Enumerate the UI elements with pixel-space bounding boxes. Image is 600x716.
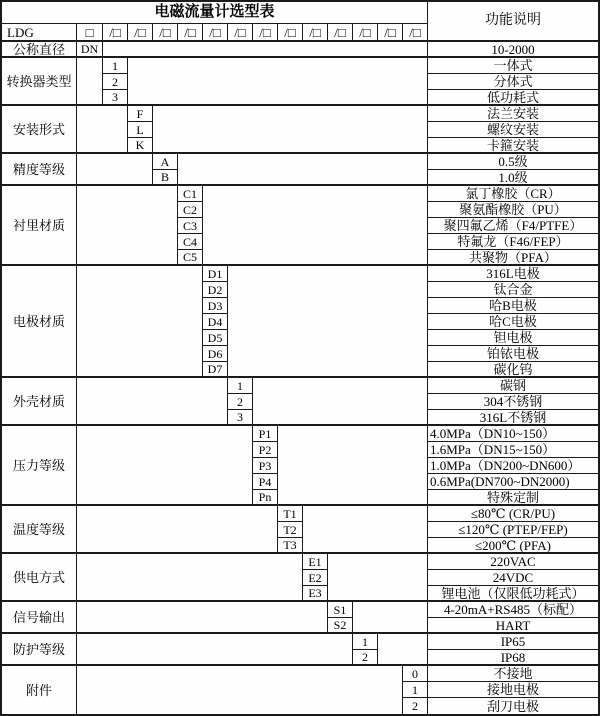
model-slot-cell: /□: [153, 24, 178, 42]
code-cell: S1: [328, 602, 353, 618]
description-cell: 0.5级: [428, 154, 598, 170]
description-cell: 24VDC: [428, 570, 598, 586]
code-cell: T2: [278, 522, 303, 538]
spacer-cell: [153, 106, 428, 154]
spacer-cell: [128, 58, 428, 106]
code-cell: P3: [253, 458, 278, 474]
code-cell: 1: [353, 634, 378, 650]
code-cell: 3: [228, 410, 253, 426]
description-cell: 哈C电极: [428, 314, 598, 330]
code-cell: Pn: [253, 490, 278, 506]
spacer-cell: [328, 554, 428, 602]
description-cell: 铂铱电极: [428, 346, 598, 362]
description-cell: 刮刀电极: [486, 698, 539, 714]
model-slot-cell: /□: [103, 24, 128, 42]
category-cell: 供电方式: [2, 554, 77, 602]
spacer-cell: [178, 154, 428, 186]
description-cell: 10-2000: [428, 42, 598, 58]
category-cell: 信号输出: [2, 602, 77, 634]
spacer-cell: [228, 266, 428, 378]
code-cell: P1: [253, 426, 278, 442]
code-cell: D6: [203, 346, 228, 362]
spacer-cell: [77, 154, 153, 186]
code-cell: 2: [353, 650, 378, 666]
code-cell: 1: [228, 378, 253, 394]
description-cell: 钛合金: [428, 282, 598, 298]
description-cell: 1.0级: [428, 170, 598, 186]
category-cell: 电极材质: [2, 266, 77, 378]
code-cell: 1: [103, 58, 128, 74]
category-cell: 温度等级: [2, 506, 77, 554]
description-cell: 1.6MPa（DN15~150）: [428, 442, 598, 458]
description-cell: 碳钢: [428, 378, 598, 394]
description-cell: IP68: [428, 650, 598, 666]
spacer-cell: [77, 186, 178, 266]
spacer-cell: [303, 506, 428, 554]
category-cell: 转换器类型: [2, 58, 77, 106]
description-cell: ≤120℃ (PTEP/FEP): [428, 522, 598, 538]
code-cell: D3: [203, 298, 228, 314]
description-cell: 316L电极: [428, 266, 598, 282]
code-cell: E3: [303, 586, 328, 602]
spacer-cell: [77, 106, 128, 154]
code-cell: 3: [103, 90, 128, 106]
code-cell: E2: [303, 570, 328, 586]
description-cell: 一体式: [428, 58, 598, 74]
category-cell: 压力等级: [2, 426, 77, 506]
description-cell: 特氟龙（F46/FEP）: [428, 234, 598, 250]
code-cell: 2: [403, 698, 428, 714]
description-cell: 哈B电极: [428, 298, 598, 314]
description-cell: 卡箍安装: [428, 138, 598, 154]
description-cell: IP65: [428, 634, 598, 650]
spacer-cell: [203, 186, 428, 266]
spacer-cell: [77, 634, 353, 666]
code-cell: 2: [103, 74, 128, 90]
description-cell: 特殊定制: [428, 490, 598, 506]
description-cell: 锂电池（仅限低功耗式）: [428, 586, 598, 602]
description-cell: 低功耗式: [428, 90, 598, 106]
description-cell: 不接地: [428, 666, 598, 682]
code-cell: F: [128, 106, 153, 122]
spacer-cell: [77, 426, 253, 506]
spacer-cell: [103, 42, 428, 58]
description-cell: 304不锈钢: [428, 394, 598, 410]
spacer-cell: [77, 378, 228, 426]
code-cell: 0: [403, 666, 428, 682]
description-cell: 1.0MPa（DN200~DN600）: [428, 458, 598, 474]
code-cell: T3: [278, 538, 303, 554]
code-cell: DN: [77, 42, 103, 58]
spacer-cell: [77, 666, 403, 714]
description-cell: 钽电极: [428, 330, 598, 346]
description-cell: 聚四氟乙烯（F4/PTFE）: [428, 218, 598, 234]
model-placeholder-cell: □: [77, 24, 103, 42]
code-cell: T1: [278, 506, 303, 522]
description-cell: 0.6MPa(DN700~DN2000): [428, 474, 598, 490]
code-cell: P4: [253, 474, 278, 490]
model-slot-cell: /□: [253, 24, 278, 42]
model-slot-cell: /□: [178, 24, 203, 42]
model-slot-cell: /□: [403, 24, 428, 42]
spacer-cell: [77, 602, 328, 634]
table-title: 电磁流量计选型表: [2, 2, 428, 24]
category-cell: 精度等级: [2, 154, 77, 186]
code-cell: D2: [203, 282, 228, 298]
spacer-cell: [378, 634, 428, 666]
category-cell: 公称直径: [2, 42, 77, 58]
code-cell: D5: [203, 330, 228, 346]
category-cell: 安装形式: [2, 106, 77, 154]
model-slot-cell: /□: [203, 24, 228, 42]
spacer-cell: [278, 426, 428, 506]
code-cell: 2: [228, 394, 253, 410]
model-slot-cell: /□: [328, 24, 353, 42]
code-cell: C2: [178, 202, 203, 218]
description-cell: HART: [428, 618, 598, 634]
code-cell: E1: [303, 554, 328, 570]
code-cell: D7: [203, 362, 228, 378]
spacer-cell: [77, 506, 278, 554]
description-cell: 220VAC: [428, 554, 598, 570]
description-cell: 共聚物（PFA）: [428, 250, 598, 266]
category-cell: 衬里材质: [2, 186, 77, 266]
description-cell: 4-20mA+RS485（标配）: [428, 602, 598, 618]
spacer-cell: [253, 378, 428, 426]
code-cell: P2: [253, 442, 278, 458]
model-slot-cell: /□: [128, 24, 153, 42]
description-cell: 碳化钨: [428, 362, 598, 378]
spacer-cell: [77, 266, 203, 378]
description-cell: 316L不锈钢: [428, 410, 598, 426]
code-cell: C1: [178, 186, 203, 202]
description-cell: 法兰安装: [428, 106, 598, 122]
category-cell: 附件: [2, 666, 77, 714]
code-cell: C4: [178, 234, 203, 250]
spacer-cell: [77, 58, 103, 106]
function-column-header: 功能说明: [428, 2, 598, 42]
category-cell: 外壳材质: [2, 378, 77, 426]
category-cell: 防护等级: [2, 634, 77, 666]
code-cell: D1: [203, 266, 228, 282]
model-slot-cell: /□: [278, 24, 303, 42]
spacer-cell: [77, 554, 303, 602]
description-cell: ≤200℃ (PFA): [428, 538, 598, 554]
code-cell: C3: [178, 218, 203, 234]
spacer-cell: [353, 602, 428, 634]
description-cell: 4.0MPa（DN10~150）: [428, 426, 598, 442]
description-cell: 接地电极: [428, 682, 598, 698]
description-cell: 分体式: [428, 74, 598, 90]
description-cell: 氯丁橡胶（CR）: [428, 186, 598, 202]
description-cell: 螺纹安装: [428, 122, 598, 138]
code-cell: B: [153, 170, 178, 186]
code-cell: D4: [203, 314, 228, 330]
model-slot-cell: /□: [228, 24, 253, 42]
description-cell: 聚氨酯橡胶（PU）: [428, 202, 598, 218]
description-cell: ≤80℃ (CR/PU): [428, 506, 598, 522]
model-slot-cell: /□: [378, 24, 403, 42]
model-prefix-cell: LDG: [2, 24, 77, 42]
code-cell: K: [128, 138, 153, 154]
code-cell: A: [153, 154, 178, 170]
code-cell: L: [128, 122, 153, 138]
model-slot-cell: /□: [303, 24, 328, 42]
code-cell: S2: [328, 618, 353, 634]
code-cell: 1: [403, 682, 428, 698]
model-slot-cell: /□: [353, 24, 378, 42]
code-cell: C5: [178, 250, 203, 266]
